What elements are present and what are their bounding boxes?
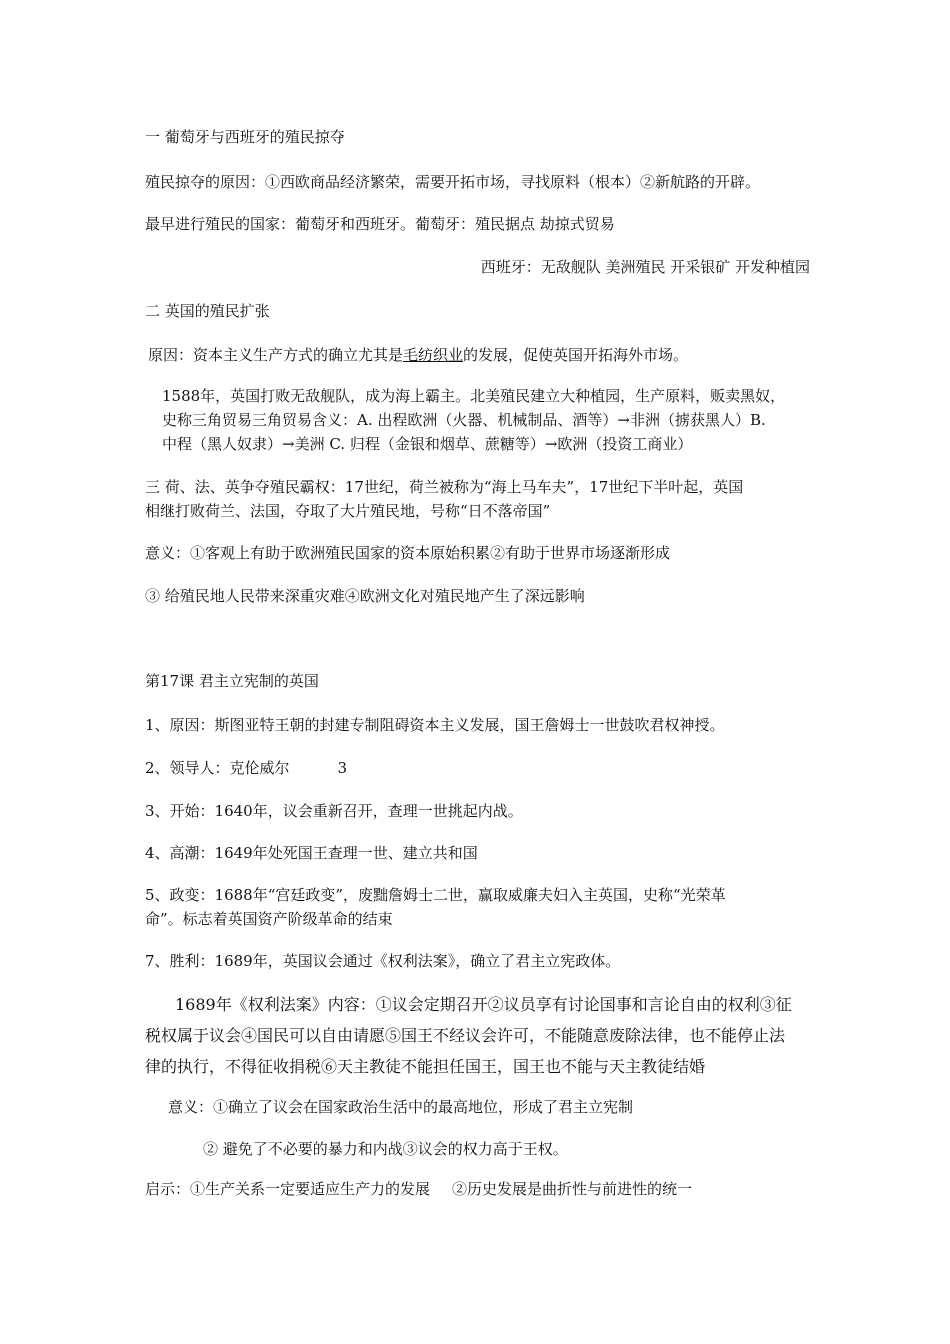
section3-line1: 三 荷、法、英争夺殖民霸权：17世纪，荷兰被称为“海上马车夫”，17世纪下半叶起，英国 <box>145 478 744 496</box>
lesson17-inspiration <box>145 1178 810 1200</box>
lesson17-item5-line1: 5、政变：1688年“宫廷政变”，废黜詹姆士二世，赢取威廉夫妇入主英国，史称“光荣革 <box>145 886 726 904</box>
section3-significance2: ③ 给殖民地人民带来深重灾难④欧洲文化对殖民地产生了深远影响 <box>145 587 585 605</box>
section2-heading: 二 英国的殖民扩张 <box>145 302 270 320</box>
lesson17-item4: 4、高潮：1649年处死国王查理一世、建立共和国 <box>145 844 478 862</box>
section3-significance1: 意义：①客观上有助于欧洲殖民国家的资本原始积累②有助于世界市场逐渐形成 <box>145 544 671 562</box>
lesson17-item5-line2: 命”。标志着英国资产阶级革命的结束 <box>145 910 393 928</box>
lesson17-significance1: 意义：①确立了议会在国家政治生活中的最高地位，形成了君主立宪制 <box>168 1098 634 1116</box>
inspiration-part-b: ②历史发展是曲折性与前进性的统一 <box>452 1180 693 1198</box>
lesson17-significance2: ② 避免了不必要的暴力和内战③议会的权力高于王权。 <box>203 1140 568 1158</box>
section2-line3: 中程（黑人奴隶）→美洲 C. 归程（金银和烟草、蔗糖等）→欧洲（投资工商业） <box>162 435 693 453</box>
leader-extra: 3 <box>337 759 348 777</box>
lesson17-item7: 7、胜利：1689年，英国议会通过《权利法案》，确立了君主立宪政体。 <box>145 952 621 970</box>
section2-line2: 史称三角贸易三角贸易含义：A. 出程欧洲（火器、机械制品、酒等）→非洲（掳获黑人）B. <box>162 411 766 429</box>
bill-of-rights-line2: 税权属于议会④国民可以自由请愿⑤国王不经议会许可，不能随意废除法律，也不能停止法 <box>145 1026 786 1045</box>
section3-line2: 相继打败荷兰、法国，夺取了大片殖民地，号称“日不落帝国” <box>145 502 551 520</box>
bill-of-rights-line3: 律的执行，不得征收捐税⑥天主教徒不能担任国王，国王也不能与天主教徒结婚 <box>145 1057 706 1076</box>
section1-earliest: 最早进行殖民的国家：葡萄牙和西班牙。葡萄牙：殖民据点 劫掠式贸易 <box>145 215 615 233</box>
section2-reason <box>148 344 810 366</box>
bill-of-rights-line1: 1689年《权利法案》内容：①议会定期召开②议员享有讨论国事和言论自由的权利③征 <box>175 995 792 1014</box>
section1-reason: 殖民掠夺的原因：①西欧商品经济繁荣，需要开拓市场，寻找原料（根本）②新航路的开辟。 <box>145 173 761 191</box>
reason-text-post: 的发展，促使英国开拓海外市场。 <box>463 346 689 364</box>
lesson17-item3: 3、开始：1640年，议会重新召开，查理一世挑起内战。 <box>145 802 523 820</box>
lesson17-item1: 1、原因：斯图亚特王朝的封建专制阻碍资本主义发展，国王詹姆士一世鼓吹君权神授。 <box>145 716 725 734</box>
section1-spain: 西班牙：无敌舰队 美洲殖民 开采银矿 开发种植园 <box>480 258 810 276</box>
inspiration-part-a: 启示：①生产关系一定要适应生产力的发展 <box>145 1180 431 1198</box>
section2-line1: 1588年，英国打败无敌舰队，成为海上霸主。北美殖民建立大种植园，生产原料，贩卖黑奴， <box>162 387 786 405</box>
section1-heading: 一 葡萄牙与西班牙的殖民掠夺 <box>145 128 345 146</box>
lesson17-title: 第17课 君主立宪制的英国 <box>145 672 319 690</box>
lesson17-item2 <box>145 757 810 779</box>
reason-text-pre: 原因：资本主义生产方式的确立尤其是 <box>148 346 404 364</box>
wool-industry-term: 毛纺织业 <box>403 346 464 364</box>
leader-label: 2、领导人：克伦威尔 <box>145 759 290 777</box>
